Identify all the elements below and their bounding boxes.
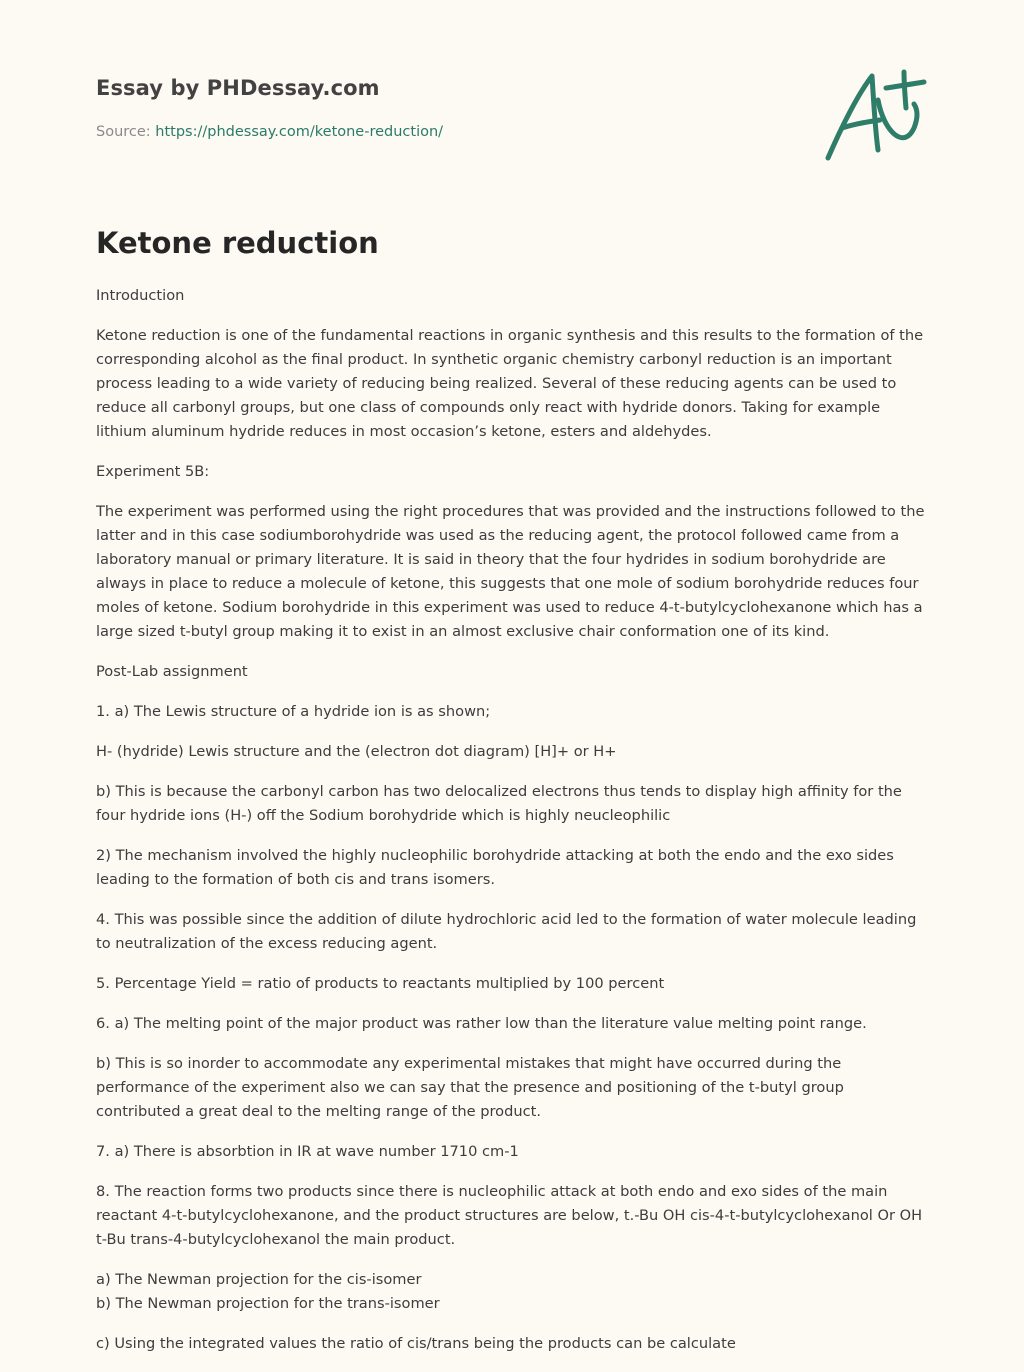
- source-line: [96, 124, 443, 140]
- paragraph: Ketone reduction is one of the fundamental reactions in organic synthesis and this results to the formation of the corresponding alcohol as the final product. In synthetic organic chemistry carbonyl reduction is an important process leading to a wide variety of reducing being realized. Several of these reducing agents can be used to reduce all carbonyl groups, but one class of compounds only react with hydride donors. Taking for example lithium aluminum hydride reduces in most occasion’s ketone, esters and aldehydes.: [96, 327, 924, 440]
- paragraph: The experiment was performed using the right procedures that was provided and the instructions followed to the latter and in this case sodiumborohydride was used as the reducing agent, the protocol followed came from a laboratory manual or primary literature. It is said in theory that the four hydrides in sodium borohydride are always in place to reduce a molecule of ketone, this suggests that one mole of sodium borohydride reduces four moles of ketone. Sodium borohydride in this experiment was used to reduce 4-t-butylcyclohexanone which has a large sized t-butyl group making it to exist in an almost exclusive chair conformation one of its kind.: [96, 503, 925, 640]
- paragraph: a) The Newman projection for the cis-isomer: [96, 1271, 422, 1288]
- paragraph: b) This is so inorder to accommodate any experimental mistakes that might have occurred during the performance of the experiment also we can say that the presence and positioning of the t-butyl group contributed a great deal to the melting range of the product.: [96, 1055, 844, 1120]
- paragraph: 1. a) The Lewis structure of a hydride ion is as shown;: [96, 703, 491, 720]
- paragraph: b) This is because the carbonyl carbon has two delocalized electrons thus tends to display high affinity for the four hydride ions (H-) off the Sodium borohydride which is highly neucleophilic: [96, 783, 902, 824]
- paragraph: 5. Percentage Yield = ratio of products to reactants multiplied by 100 percent: [96, 975, 665, 992]
- paragraph: 6. a) The melting point of the major product was rather low than the literature value melting point range.: [96, 1015, 867, 1032]
- paragraph: b) The Newman projection for the trans-isomer: [96, 1295, 440, 1312]
- source-label: Source:: [96, 124, 156, 140]
- paragraph: Experiment 5B:: [96, 463, 210, 480]
- paragraph: H- (hydride) Lewis structure and the (electron dot diagram) [H]+ or H+: [96, 743, 617, 760]
- paragraph: Introduction: [96, 287, 185, 304]
- a-plus-logo-icon: [820, 66, 930, 166]
- paragraph: c) Using the integrated values the ratio of cis/trans being the products can be calculate: [96, 1335, 736, 1352]
- article-title: Ketone reduction: [96, 226, 379, 260]
- article-body: [96, 284, 928, 1372]
- paragraph: 2) The mechanism involved the highly nucleophilic borohydride attacking at both the endo and the exo sides leading to the formation of both cis and trans isomers.: [96, 847, 894, 888]
- paragraph: Post-Lab assignment: [96, 663, 248, 680]
- paragraph: 4. This was possible since the addition of dilute hydrochloric acid led to the formation of water molecule leading to neutralization of the excess reducing agent.: [96, 911, 917, 952]
- source-link[interactable]: https://phdessay.com/ketone-reduction/: [155, 124, 444, 140]
- paragraph: 8. The reaction forms two products since there is nucleophilic attack at both endo and exo sides of the main reactant 4-t-butylcyclohexanone, and the product structures are below, t.-Bu OH cis-4-t-butylcyclohexanol Or OH t-Bu trans-4-butylcyclohexanol the main product.: [96, 1183, 923, 1248]
- paragraph: 7. a) There is absorbtion in IR at wave number 1710 cm-1: [96, 1143, 519, 1160]
- site-brand: Essay by PHDessay.com: [96, 76, 380, 100]
